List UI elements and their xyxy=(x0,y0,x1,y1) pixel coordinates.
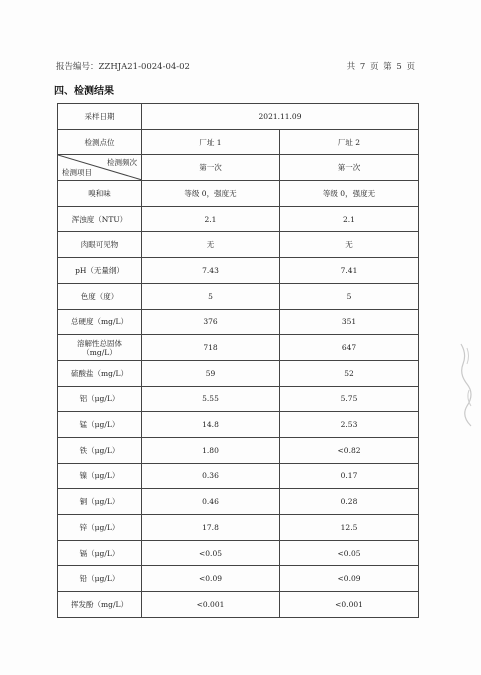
location-row xyxy=(58,129,419,155)
item-name-cell: 总硬度（mg/L） xyxy=(58,309,142,335)
item-name-cell: 锰（μg/L） xyxy=(58,412,142,438)
item-name-cell: 浑浊度（NTU） xyxy=(58,206,142,232)
item-name-cell: 锌（μg/L） xyxy=(58,515,142,541)
location-1: 厂址 1 xyxy=(142,129,280,155)
table-row xyxy=(58,412,419,438)
value-cell: 351 xyxy=(280,309,419,335)
value-cell: 376 xyxy=(142,309,280,335)
value-cell: 无 xyxy=(280,232,419,258)
location-label: 检测点位 xyxy=(58,129,142,155)
value-cell: <0.05 xyxy=(280,540,419,566)
frequency-label: 检测频次 xyxy=(107,158,137,168)
report-number: 报告编号：ZZHJA21-0024-04-02 xyxy=(56,62,190,72)
value-cell: <0.09 xyxy=(280,566,419,592)
table-row xyxy=(58,592,419,618)
value-cell: 5.55 xyxy=(142,386,280,412)
faint-stamp-mark xyxy=(457,340,475,430)
value-cell: 59 xyxy=(142,360,280,386)
item-name-cell: 硫酸盐（mg/L） xyxy=(58,360,142,386)
value-cell: 0.36 xyxy=(142,463,280,489)
table-row xyxy=(58,232,419,258)
value-cell: 17.8 xyxy=(142,515,280,541)
value-cell: 等级 0，强度无 xyxy=(142,181,280,207)
table-row xyxy=(58,437,419,463)
table-row xyxy=(58,309,419,335)
item-name-cell: 色度（度） xyxy=(58,283,142,309)
value-cell: 5 xyxy=(280,283,419,309)
value-cell: 7.43 xyxy=(142,258,280,284)
table-row xyxy=(58,181,419,207)
sampling-date-value: 2021.11.09 xyxy=(142,104,419,130)
table-row xyxy=(58,283,419,309)
sampling-date-row xyxy=(58,104,419,130)
table-row xyxy=(58,515,419,541)
table-row xyxy=(58,258,419,284)
value-cell: 0.46 xyxy=(142,489,280,515)
value-cell: 0.28 xyxy=(280,489,419,515)
value-cell: 1.80 xyxy=(142,437,280,463)
item-name-cell: 铁（μg/L） xyxy=(58,437,142,463)
value-cell: 5 xyxy=(142,283,280,309)
value-cell: <0.09 xyxy=(142,566,280,592)
table-row xyxy=(58,540,419,566)
table-row xyxy=(58,566,419,592)
value-cell: 2.1 xyxy=(280,206,419,232)
item-name-cell: 嗅和味 xyxy=(58,181,142,207)
frequency-1: 第一次 xyxy=(142,155,280,181)
results-table xyxy=(57,103,419,618)
table-row xyxy=(58,463,419,489)
value-cell: 14.8 xyxy=(142,412,280,438)
value-cell: 2.53 xyxy=(280,412,419,438)
frequency-2: 第一次 xyxy=(280,155,419,181)
table-row xyxy=(58,335,419,361)
sampling-date-label: 采样日期 xyxy=(58,104,142,130)
item-label: 检测项目 xyxy=(62,168,92,178)
value-cell: <0.001 xyxy=(142,592,280,618)
item-name-cell: 溶解性总固体 （mg/L） xyxy=(58,335,142,361)
item-name-cell: 铝（μg/L） xyxy=(58,386,142,412)
item-name-cell: 铜（μg/L） xyxy=(58,489,142,515)
item-name-cell: 镍（μg/L） xyxy=(58,463,142,489)
item-name-cell: 铅（μg/L） xyxy=(58,566,142,592)
frequency-row xyxy=(58,155,419,181)
item-name-cell: pH（无量纲） xyxy=(58,258,142,284)
table-row xyxy=(58,206,419,232)
diagonal-header-cell xyxy=(58,155,142,181)
location-2: 厂址 2 xyxy=(280,129,419,155)
value-cell: 52 xyxy=(280,360,419,386)
value-cell: 无 xyxy=(142,232,280,258)
value-cell: 12.5 xyxy=(280,515,419,541)
item-name-cell: 挥发酚（mg/L） xyxy=(58,592,142,618)
value-cell: 5.75 xyxy=(280,386,419,412)
value-cell: 718 xyxy=(142,335,280,361)
table-row xyxy=(58,489,419,515)
value-cell: 等级 0，强度无 xyxy=(280,181,419,207)
page-info: 共 7 页 第 5 页 xyxy=(346,62,415,72)
table-row xyxy=(58,386,419,412)
value-cell: <0.82 xyxy=(280,437,419,463)
value-cell: 2.1 xyxy=(142,206,280,232)
section-title: 四、检测结果 xyxy=(54,86,114,97)
table-row xyxy=(58,360,419,386)
value-cell: <0.001 xyxy=(280,592,419,618)
item-name-cell: 肉眼可见物 xyxy=(58,232,142,258)
value-cell: 0.17 xyxy=(280,463,419,489)
value-cell: 647 xyxy=(280,335,419,361)
value-cell: 7.41 xyxy=(280,258,419,284)
item-name-cell: 镉（μg/L） xyxy=(58,540,142,566)
value-cell: <0.05 xyxy=(142,540,280,566)
